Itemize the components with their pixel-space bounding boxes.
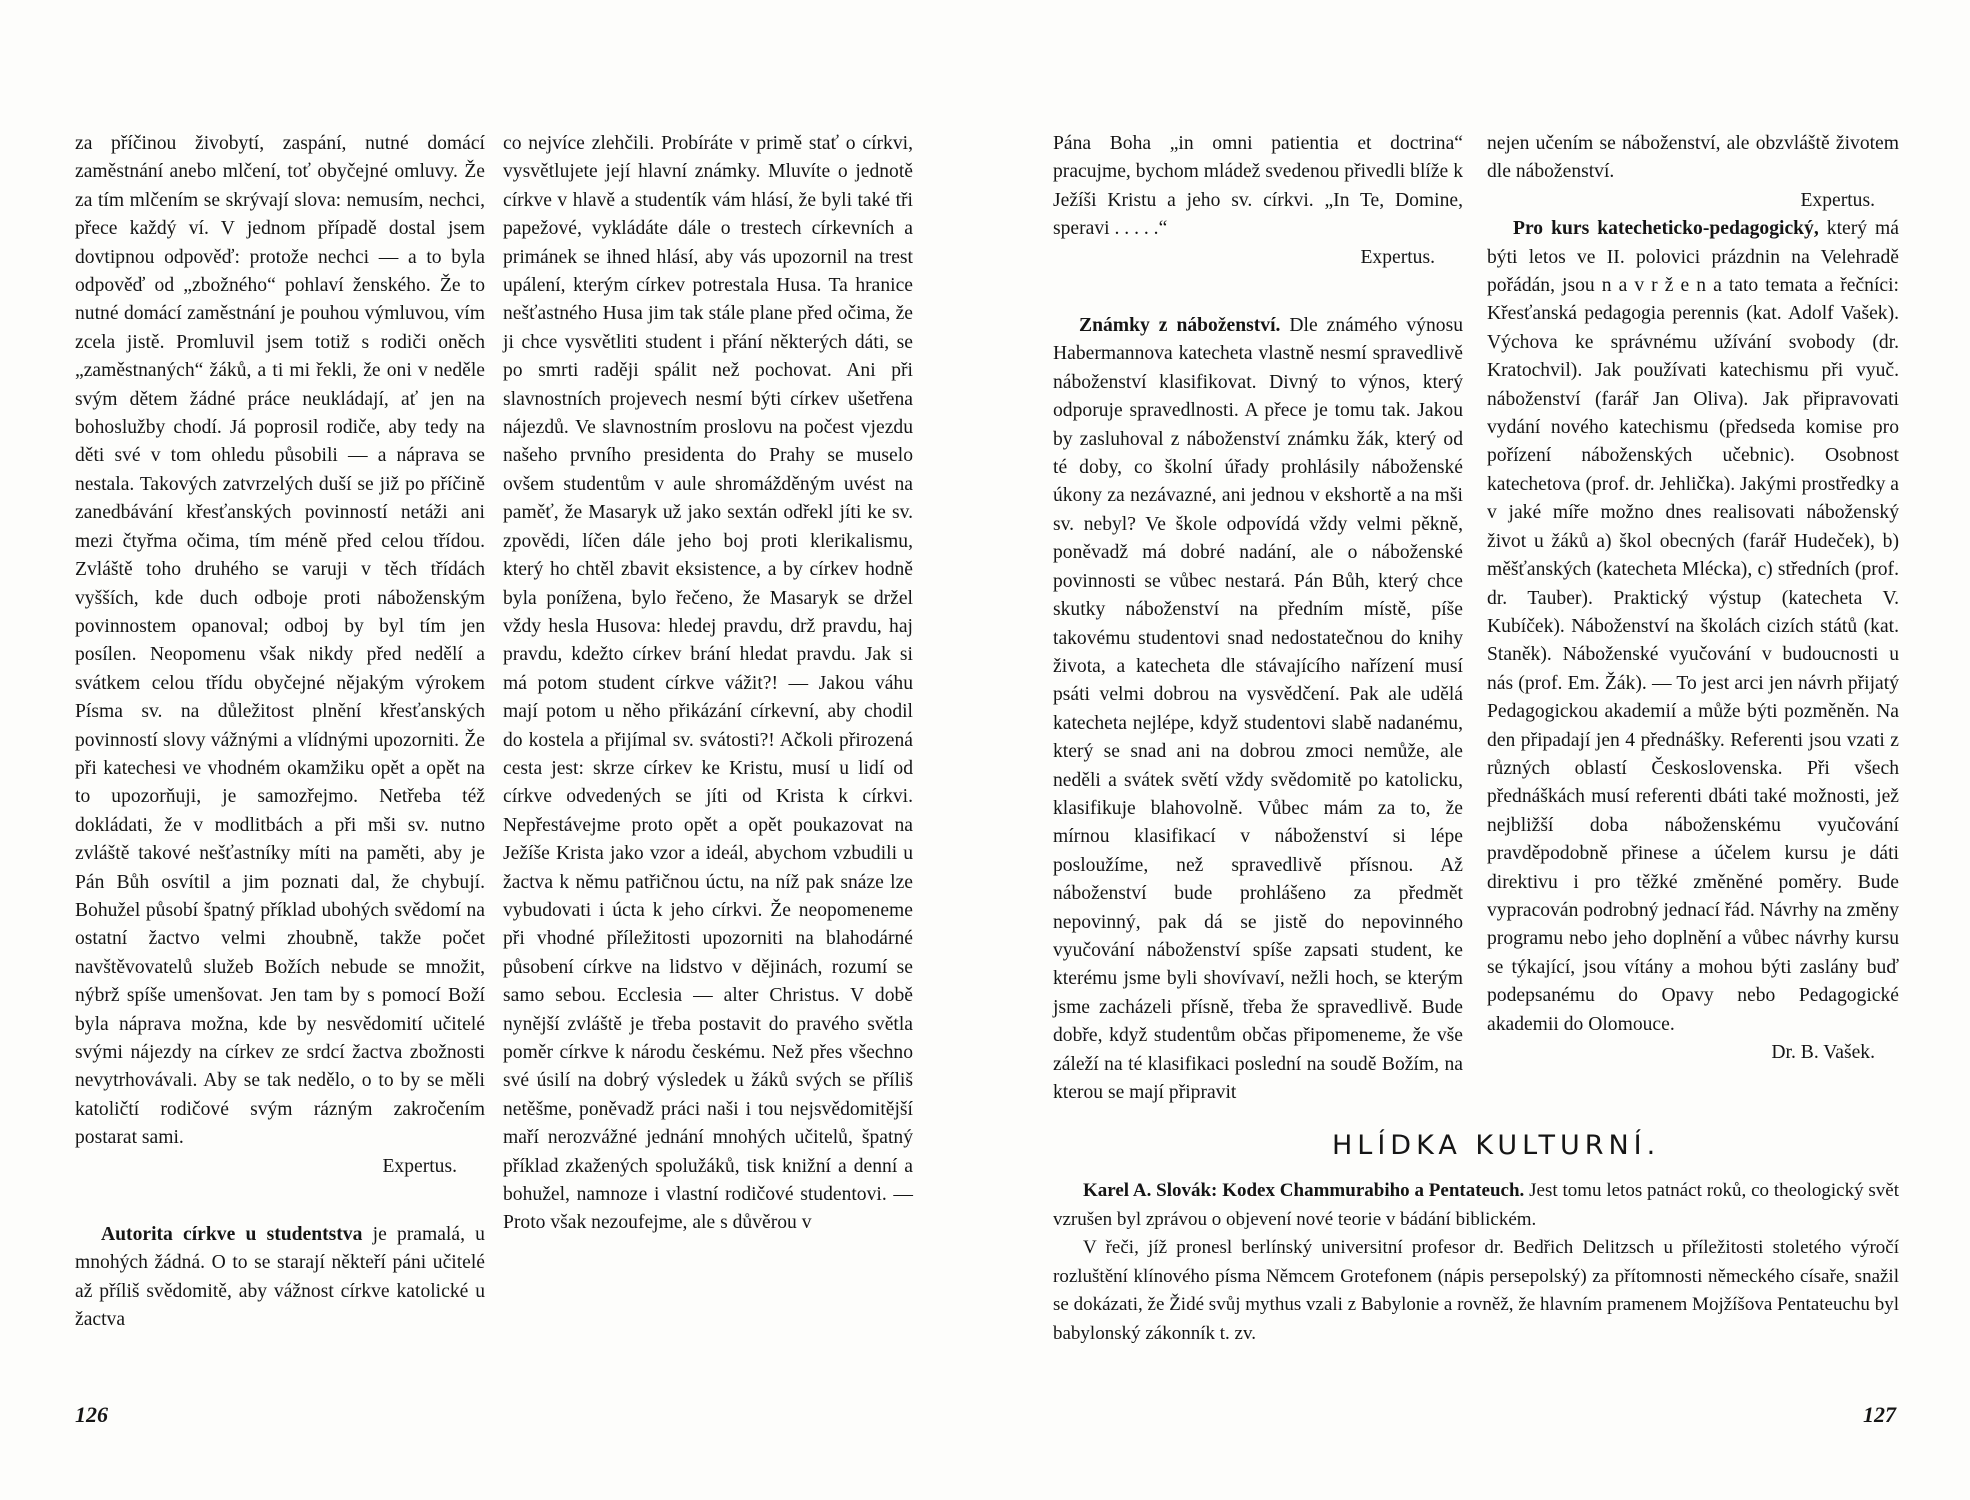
left-column-2 bbox=[503, 130, 913, 1238]
paragraph bbox=[1053, 312, 1463, 1107]
paragraph: co nejvíce zlehčili. Probíráte v primě stať o církvi, vysvětlujete její hlavní známky. Mluvíte o jednotě církve v hlavě a studentík vám hlásí, že byli také tři papežové, vykládáte dále o trestech církevních a primánek se ihned hlásí, aby vás upozornil na trest upálení, kterým církev potrestala Husa. Ta hranice nešťastného Husa jim tak stále plane před očima, že ji chce vysvětliti student i přání některých dáti, se po smrti raději spálit než pochovat. Ani při slavnostních projevech nesmí býti církev ušetřena nájezdů. Ve slavnostním proslovu na počest vjezdu našeho prvního presidenta do Prahy se muselo ovšem studentům v aule shromážděným uvést na paměť, že Masaryk už jako sextán odřekl jíti ke sv. zpovědi, líčen dále jeho boj proti klerikalismu, který ho chtěl zbavit eksistence, a by církev hodně byla ponížena, bylo řečeno, že Masaryk se držel vždy hesla Husova: hledej pravdu, drž pravdu, haj pravdu, kdežto církev brání hledat pravdu. Jak si má potom student církve vážit?! — Jakou váhu mají potom u něho přikázání církevní, aby chodil do kostela a přijímal sv. svátosti?! Ačkoli přirozená cesta jest: skrze církev ke Kristu, musí u lidí od církve odvedených se jíti od Krista k církvi. Nepřestávejme proto opět a opět poukazovat na Ježíše Krista jako vzor a ideál, abychom vzbudili u žactva k němu patřičnou úctu, na níž pak snáze lze vybudovati i úcta k jeho církvi. Že neopomeneme při vhodné příležitosti upozorniti na blahodárné působení církve na lidstvo v dějinách, rozumí se samo sebou. Ecclesia — alter Christus. V době nynější zvláště je třeba postavit do pravého světla poměr církve k národu českému. Než přes všechno své úsilí na dobrý výsledek u žáků svých se příliš netěšme, poněvadž práci naši i tou nejsvědomitější maří nerozvážné jednání mnohých učitelů, špatný příklad zkažených spolužáků, tisk knižní a denní a bohužel, namnoze i vlastní rodičové studentovi. — Proto však nezoufejme, ale s důvěrou v bbox=[503, 133, 913, 1234]
right-page bbox=[985, 0, 1970, 1500]
signature: Dr. B. Vašek. bbox=[1771, 1042, 1875, 1063]
page-number-right: 127 bbox=[1863, 1402, 1896, 1427]
paragraph-text: je pramalá, u mnohých žádná. O to se starají někteří páni učitelé až příliš svědomitě, aby vážnost církve katolické u žactva bbox=[75, 1224, 485, 1331]
paragraph-lead: Známky z náboženství. bbox=[1079, 315, 1281, 337]
article-paragraph-1 bbox=[1053, 1177, 1899, 1234]
paragraph-text: který má býti letos ve II. polovici prázdnin na Velehradě pořádán, jsou n a v r ž e n a tato temata a řečníci: Křesťanská pedagogia perennis (kat. Adolf Vašek). Výchova ke správnému užívání svobody (dr. Kratochvil). Jak používati katechismu při vyuč. náboženství (farář Jan Oliva). Jak připravovati vydání nového katechismu (předseda komise pro pořízení náboženských učebnic). Osobnost katechetova (prof. dr. Jehlička). Jakými prostředky a v jaké míře možno dnes realisovati náboženský život u žáků a) škol obecných (farář Hudeček), b) měšťanských (katecheta Mlécka), c) středních (prof. dr. Tauber). Praktický výstup (katecheta V. Kubíček). Náboženství na školách cizích států (kat. Staněk). Náboženské vyučování v budoucnosti u nás (prof. Em. Žák). — To jest arci jen návrh přijatý Pedagogickou akademií a může býti pozměněn. Na den připadají jen 4 přednášky. Referenti jsou vzati z různých oblastí Československa. Při všech přednáškách musí referenti dbáti také možnosti, jež nejbližší doba náboženskému vyučování pravděpodobně přinese a účelem kursu je dáti direktivu i pro těžké změněné poměry. Bude vypracován podrobný jednací řád. Návrhy na změny programu nebo jeho doplnění a vůbec návrhy kursu se týkající, jsou vítány a mohou býti zaslány buď podepsanému do Opavy nebo Pedagogické akademii do Olomouce. bbox=[1487, 218, 1899, 1035]
page-number-left: 126 bbox=[75, 1402, 108, 1427]
section-heading: HLÍDKA KULTURNÍ. bbox=[1332, 1130, 1661, 1161]
signature: Expertus. bbox=[382, 1155, 457, 1177]
paragraph: Pána Boha „in omni patientia et doctrina“ pracujme, bychom mládež svedenou přivedli blíže k Ježíši Kristu a jeho sv. církvi. „In Te, Domine, speravi . . . . .“ bbox=[1053, 133, 1463, 240]
right-column-1 bbox=[1053, 130, 1463, 1107]
spacer bbox=[1053, 272, 1463, 312]
paragraph-lead: Pro kurs katecheticko-pedagogický, bbox=[1513, 218, 1819, 240]
paragraph: nejen učením se náboženství, ale obzvláště životem dle náboženství. bbox=[1487, 133, 1899, 183]
paragraph-text: Dle známého výnosu Habermannova katecheta vlastně nesmí spravedlivě náboženství klasifikovat. Divný to výnos, který odporuje spravedlnosti. A přece je tomu tak. Jakou by zasluhoval z náboženství známku žák, který od té doby, co školní úřady prohlásily náboženské úkony za nezávazné, ani jednou v ekshortě a na mši sv. nebyl? Ve škole odpovídá vždy velmi pěkně, poněvadž má dobré nadání, ale o náboženské povinnosti se vůbec nestará. Pán Bůh, který chce skutky náboženství na předním místě, píše takovému studentovi snad nedostatečnou do knihy života, a katecheta dle stávajícího nařízení musí psáti velmi dobrou na vysvědčení. Pak ale udělá katecheta nejlépe, když studentovi slabě nadanému, který se snad ani na dobrou zmoci nemůže, ale neděli a svátek světí vždy svědomitě po katolicku, klasifikuje blahovolně. Vůbec mám za to, že mírnou klasifikací v náboženství si lépe posloužíme, než spravedlivě přísnou. Až náboženství bude prohlášeno za předmět nepovinný, pak dá se jistě do nepovinného vyučování náboženství spíše zapsati student, ke kterému jsme byli shovívaví, nežli hoch, se kterým jsme zacházeli přísně, třeba že spravedlivě. Bude dobře, když studentům občas připomeneme, že vše záleží na té klasifikaci poslední na soudě Božím, na kterou se mají připravit bbox=[1053, 315, 1463, 1103]
spacer bbox=[75, 1181, 485, 1221]
paragraph-lead: Autorita církve u studentstva bbox=[101, 1224, 363, 1246]
article-paragraph-2: V řeči, jíž pronesl berlínský universitní profesor dr. Bedřich Delitzsch u příležitosti stoletého výročí rozluštění klínového písma Němcem Grotefonem (nápis persepolský) za přítomnosti německého císaře, snažil se dokázati, že Židé svůj mythus vzali z Babylonie a rovněž, že hlavním pramenem Mojžíšova Pentateuchu byl babylonský zákonník t. zv. bbox=[1053, 1237, 1899, 1344]
article-lead: Karel A. Slovák: Kodex Chammurabiho a Pentateuch. bbox=[1083, 1180, 1525, 1201]
right-column-2 bbox=[1487, 130, 1899, 1067]
paragraph bbox=[75, 1221, 485, 1335]
paragraph bbox=[1487, 215, 1899, 1039]
article-paragraph-1-text: Jest tomu letos patnáct roků, co theologický svět vzrušen byl zprávou o objevení nové teorie v bádání biblickém. bbox=[1053, 1180, 1899, 1230]
article-body bbox=[1053, 1177, 1899, 1348]
left-column-1 bbox=[75, 130, 485, 1335]
signature: Expertus. bbox=[1800, 189, 1875, 211]
signature: Expertus. bbox=[1360, 246, 1435, 268]
paragraph: za příčinou živobytí, zaspání, nutné domácí zaměstnání anebo mlčení, toť obyčejné omluvy. Že za tím mlčením se skrývají slova: nemusím, nechci, přece každý ví. V jednom případě dostal jsem dovtipnou odpověď: protože nechci — a to byla odpověď od „zbožného“ pohlaví ženského. Že to nutné domácí zaměstnání je pouhou výmluvou, vím zcela jistě. Promluvil jsem totiž s rodiči oněch „zaměstnaných“ žáků, a ti mi řekli, že oni v neděle svým dětem žádné práce neukládají, ať jen na bohoslužby chodí. Já poprosil rodiče, aby tedy na děti své v tom ohledu působili — a náprava se nestala. Takových zatvrzelých duší se již po příčině zanedbávání křesťanských povinností netáži ani mezi čtyřma očima, tím méně před celou třídou. Zvláště toho druhého se varuji v těch třídách vyšších, kde duch odboje proti náboženským povinnostem opanoval; odboj by byl tím jen posílen. Neopomenu však nikdy před nedělí a svátkem celou třídu obyčejné nějakým výrokem Písma sv. na důležitost plnění křesťanských povinností slovy vážnými a vlídnými upozorniti. Že při katechesi ve vhodném okamžiku opět a opět na to upozorňuji, je samozřejmo. Netřeba též dokládati, že v modlitbách a při mši sv. nutno zvláště takové nešťastníky míti na paměti, aby je Pán Bůh osvítil a jim poznati dal, že chybují. Bohužel působí špatný příklad ubohých svědomí na ostatní žactvo velmi zhoubně, takže počet navštěvovatelů služeb Božích nebude se množit, nýbrž spíše umenšovat. Jen tam by s pomocí Boží byla náprava možna, kde by nesvědomití učitelé svými nájezdy na církev ze srdcí žactva zbožnosti nevytrhovávali. Aby se tak nedělo, o to by se měli katoličtí rodičové svým rázným zakročením postarat sami. bbox=[75, 133, 485, 1149]
